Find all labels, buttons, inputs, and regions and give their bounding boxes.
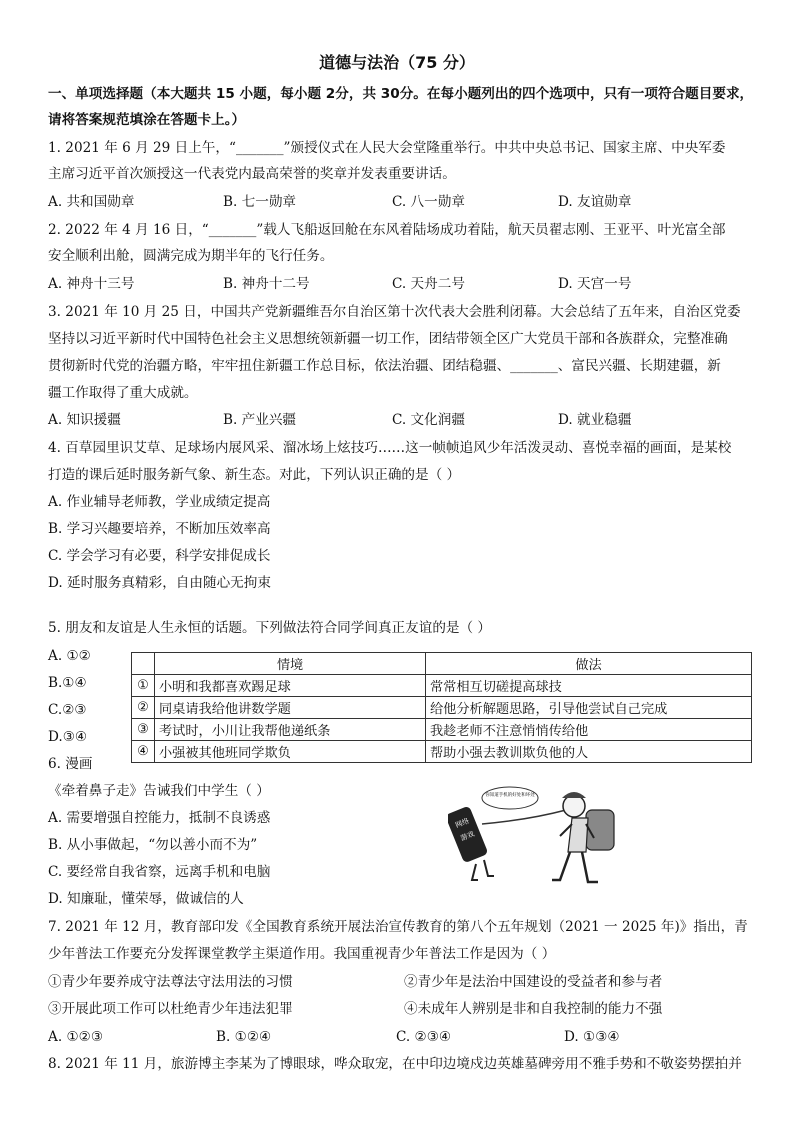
q6-option-b[interactable]: B. 从小事做起，“勿以善小而不为” (48, 837, 258, 853)
section-heading-line2: 请将答案规范填涂在答题卡上。） (48, 112, 246, 128)
q2-line2: 安全顺利出舱，圆满完成为期半年的飞行任务。 (48, 248, 334, 264)
q1-option-d[interactable]: D. 友谊勋章 (558, 194, 632, 210)
table-cell: ④ (132, 741, 155, 763)
table-cell: 我趁老师不注意悄悄传给他 (426, 719, 752, 741)
phone-label: 网络 (454, 816, 471, 830)
table-cell: ① (132, 675, 155, 697)
q4-line2: 打造的课后延时服务新气象、新生态。对此，下列认识正确的是（ ） (48, 467, 461, 483)
q1-line2: 主席习近平首次颁授这一代表党内最高荣誉的奖章并发表重要讲话。 (48, 166, 456, 182)
table-cell: 帮助小强去教训欺负他的人 (426, 741, 752, 763)
q7-line1: 7. 2021 年 12 月，教育部印发《全国教育系统开展法治宣传教育的第八个五年规划（2021 一 2025 年)》指出，青 (48, 919, 748, 935)
cartoon-illustration (448, 780, 628, 892)
q7-option-c[interactable]: C. ②③④ (396, 1029, 452, 1045)
q1-line1: 1. 2021 年 6 月 29 日上午，“_______”颁授仪式在人民大会堂隆重举行。中共中央总书记、国家主席、中央军委 (48, 140, 726, 156)
table-cell: 给他分析解题思路，引导他尝试自己完成 (426, 697, 752, 719)
bubble-text: 你知道手机的好处和坏处 (485, 793, 535, 798)
q7-option-d[interactable]: D. ①③④ (564, 1029, 620, 1045)
table-row (132, 697, 752, 719)
q2-option-c[interactable]: C. 天舟二号 (392, 276, 465, 292)
q7-statement-4: ④未成年人辨别是非和自我控制的能力不强 (404, 1001, 663, 1017)
q6-option-c[interactable]: C. 要经常自我省察，远离手机和电脑 (48, 864, 271, 880)
table-cell: ③ (132, 719, 155, 741)
head-icon (563, 795, 585, 817)
table-header-cell: 做法 (426, 653, 752, 675)
q7-statement-1: ①青少年要养成守法尊法守法用法的习惯 (48, 974, 293, 990)
q5-line1: 5. 朋友和友谊是人生永恒的话题。下列做法符合同学间真正友谊的是（ ） (48, 620, 492, 636)
table-cell: 小强被其他班同学欺负 (155, 741, 426, 763)
phone-label: 游戏 (459, 829, 476, 843)
q3-line2: 坚持以习近平新时代中国特色社会主义思想统领新疆一切工作，团结带领全区广大党员干部和各族群众，完整准确 (48, 331, 728, 347)
q3-option-b[interactable]: B. 产业兴疆 (223, 412, 297, 428)
q5-option-d[interactable]: D.③④ (48, 729, 88, 745)
table-header-cell: 情境 (155, 653, 426, 675)
q3-line4: 疆工作取得了重大成就。 (48, 385, 198, 401)
q4-line1: 4. 百草园里识艾草、足球场内展风采、溜冰场上炫技巧……这一帧帧追风少年活泼灵动、喜悦幸福的画面，是某校 (48, 440, 732, 456)
table-cell: 同桌请我给他讲数学题 (155, 697, 426, 719)
q3-option-a[interactable]: A. 知识援疆 (48, 412, 121, 428)
q2-option-d[interactable]: D. 天宫一号 (558, 276, 632, 292)
page-title: 道德与法治（75 分） (319, 53, 475, 72)
q4-option-d[interactable]: D. 延时服务真精彩，自由随心无拘束 (48, 575, 271, 591)
table-cell: 考试时，小川让我帮他递纸条 (155, 719, 426, 741)
q3-option-c[interactable]: C. 文化润疆 (392, 412, 465, 428)
q7-option-a[interactable]: A. ①②③ (48, 1029, 104, 1045)
q7-statement-2: ②青少年是法治中国建设的受益者和参与者 (404, 974, 663, 990)
q5-option-c[interactable]: C.②③ (48, 702, 87, 718)
q1-option-b[interactable]: B. 七一勋章 (223, 194, 297, 210)
section-heading-line1: 一、单项选择题（本大题共 15 小题，每小题 2分，共 30分。在每小题列出的四个选项中，只有一项符合题目要求， (48, 86, 754, 102)
q3-line3: 贯彻新时代党的治疆方略，牢牢扭住新疆工作总目标，依法治疆、团结稳疆、_______、富民兴疆、长期建疆，新 (48, 358, 721, 374)
q2-line1: 2. 2022 年 4 月 16 日，“_______”载人飞船返回舱在东风着陆场成功着陆，航天员翟志刚、王亚平、叶光富全部 (48, 222, 726, 238)
table-cell: 常常相互切磋提高球技 (426, 675, 752, 697)
table-cell: 小明和我都喜欢踢足球 (155, 675, 426, 697)
q8-line1: 8. 2021 年 11 月，旅游博主李某为了博眼球，哗众取宠，在中印边境戍边英雄墓碑旁用不雅手势和不敬姿势摆拍并 (48, 1056, 742, 1072)
q4-option-a[interactable]: A. 作业辅导老师教，学业成绩定提高 (48, 494, 271, 510)
q6-option-a[interactable]: A. 需要增强自控能力，抵制不良诱惑 (48, 810, 271, 826)
q6-option-d[interactable]: D. 知廉耻，懂荣辱，做诚信的人 (48, 891, 244, 907)
q7-line2: 少年普法工作要充分发挥课堂教学主渠道作用。我国重视青少年普法工作是因为（ ） (48, 946, 556, 962)
q7-statement-3: ③开展此项工作可以杜绝青少年违法犯罪 (48, 1001, 293, 1017)
q1-option-c[interactable]: C. 八一勋章 (392, 194, 465, 210)
q6-line1: 6. 漫画 (48, 756, 93, 772)
q1-option-a[interactable]: A. 共和国勋章 (48, 194, 135, 210)
q3-option-d[interactable]: D. 就业稳疆 (558, 412, 632, 428)
table-row (132, 719, 752, 741)
table-header-row (132, 653, 752, 675)
q5-option-a[interactable]: A. ①② (48, 648, 91, 664)
q3-line1: 3. 2021 年 10 月 25 日，中国共产党新疆维吾尔自治区第十次代表大会胜利闭幕。大会总结了五年来，自治区党委 (48, 304, 741, 320)
q6-line2: 《牵着鼻子走》告诫我们中学生（ ） (48, 783, 270, 799)
table-cell: ② (132, 697, 155, 719)
q4-option-c[interactable]: C. 学会学习有必要，科学安排促成长 (48, 548, 271, 564)
table-header-cell (132, 653, 155, 675)
q2-option-b[interactable]: B. 神舟十二号 (223, 276, 310, 292)
q4-option-b[interactable]: B. 学习兴趣要培养，不断加压效率高 (48, 521, 271, 537)
q5-table (131, 652, 752, 763)
q7-option-b[interactable]: B. ①②④ (216, 1029, 272, 1045)
table-row (132, 675, 752, 697)
table-row (132, 741, 752, 763)
q2-option-a[interactable]: A. 神舟十三号 (48, 276, 135, 292)
q5-option-b[interactable]: B.①④ (48, 675, 87, 691)
